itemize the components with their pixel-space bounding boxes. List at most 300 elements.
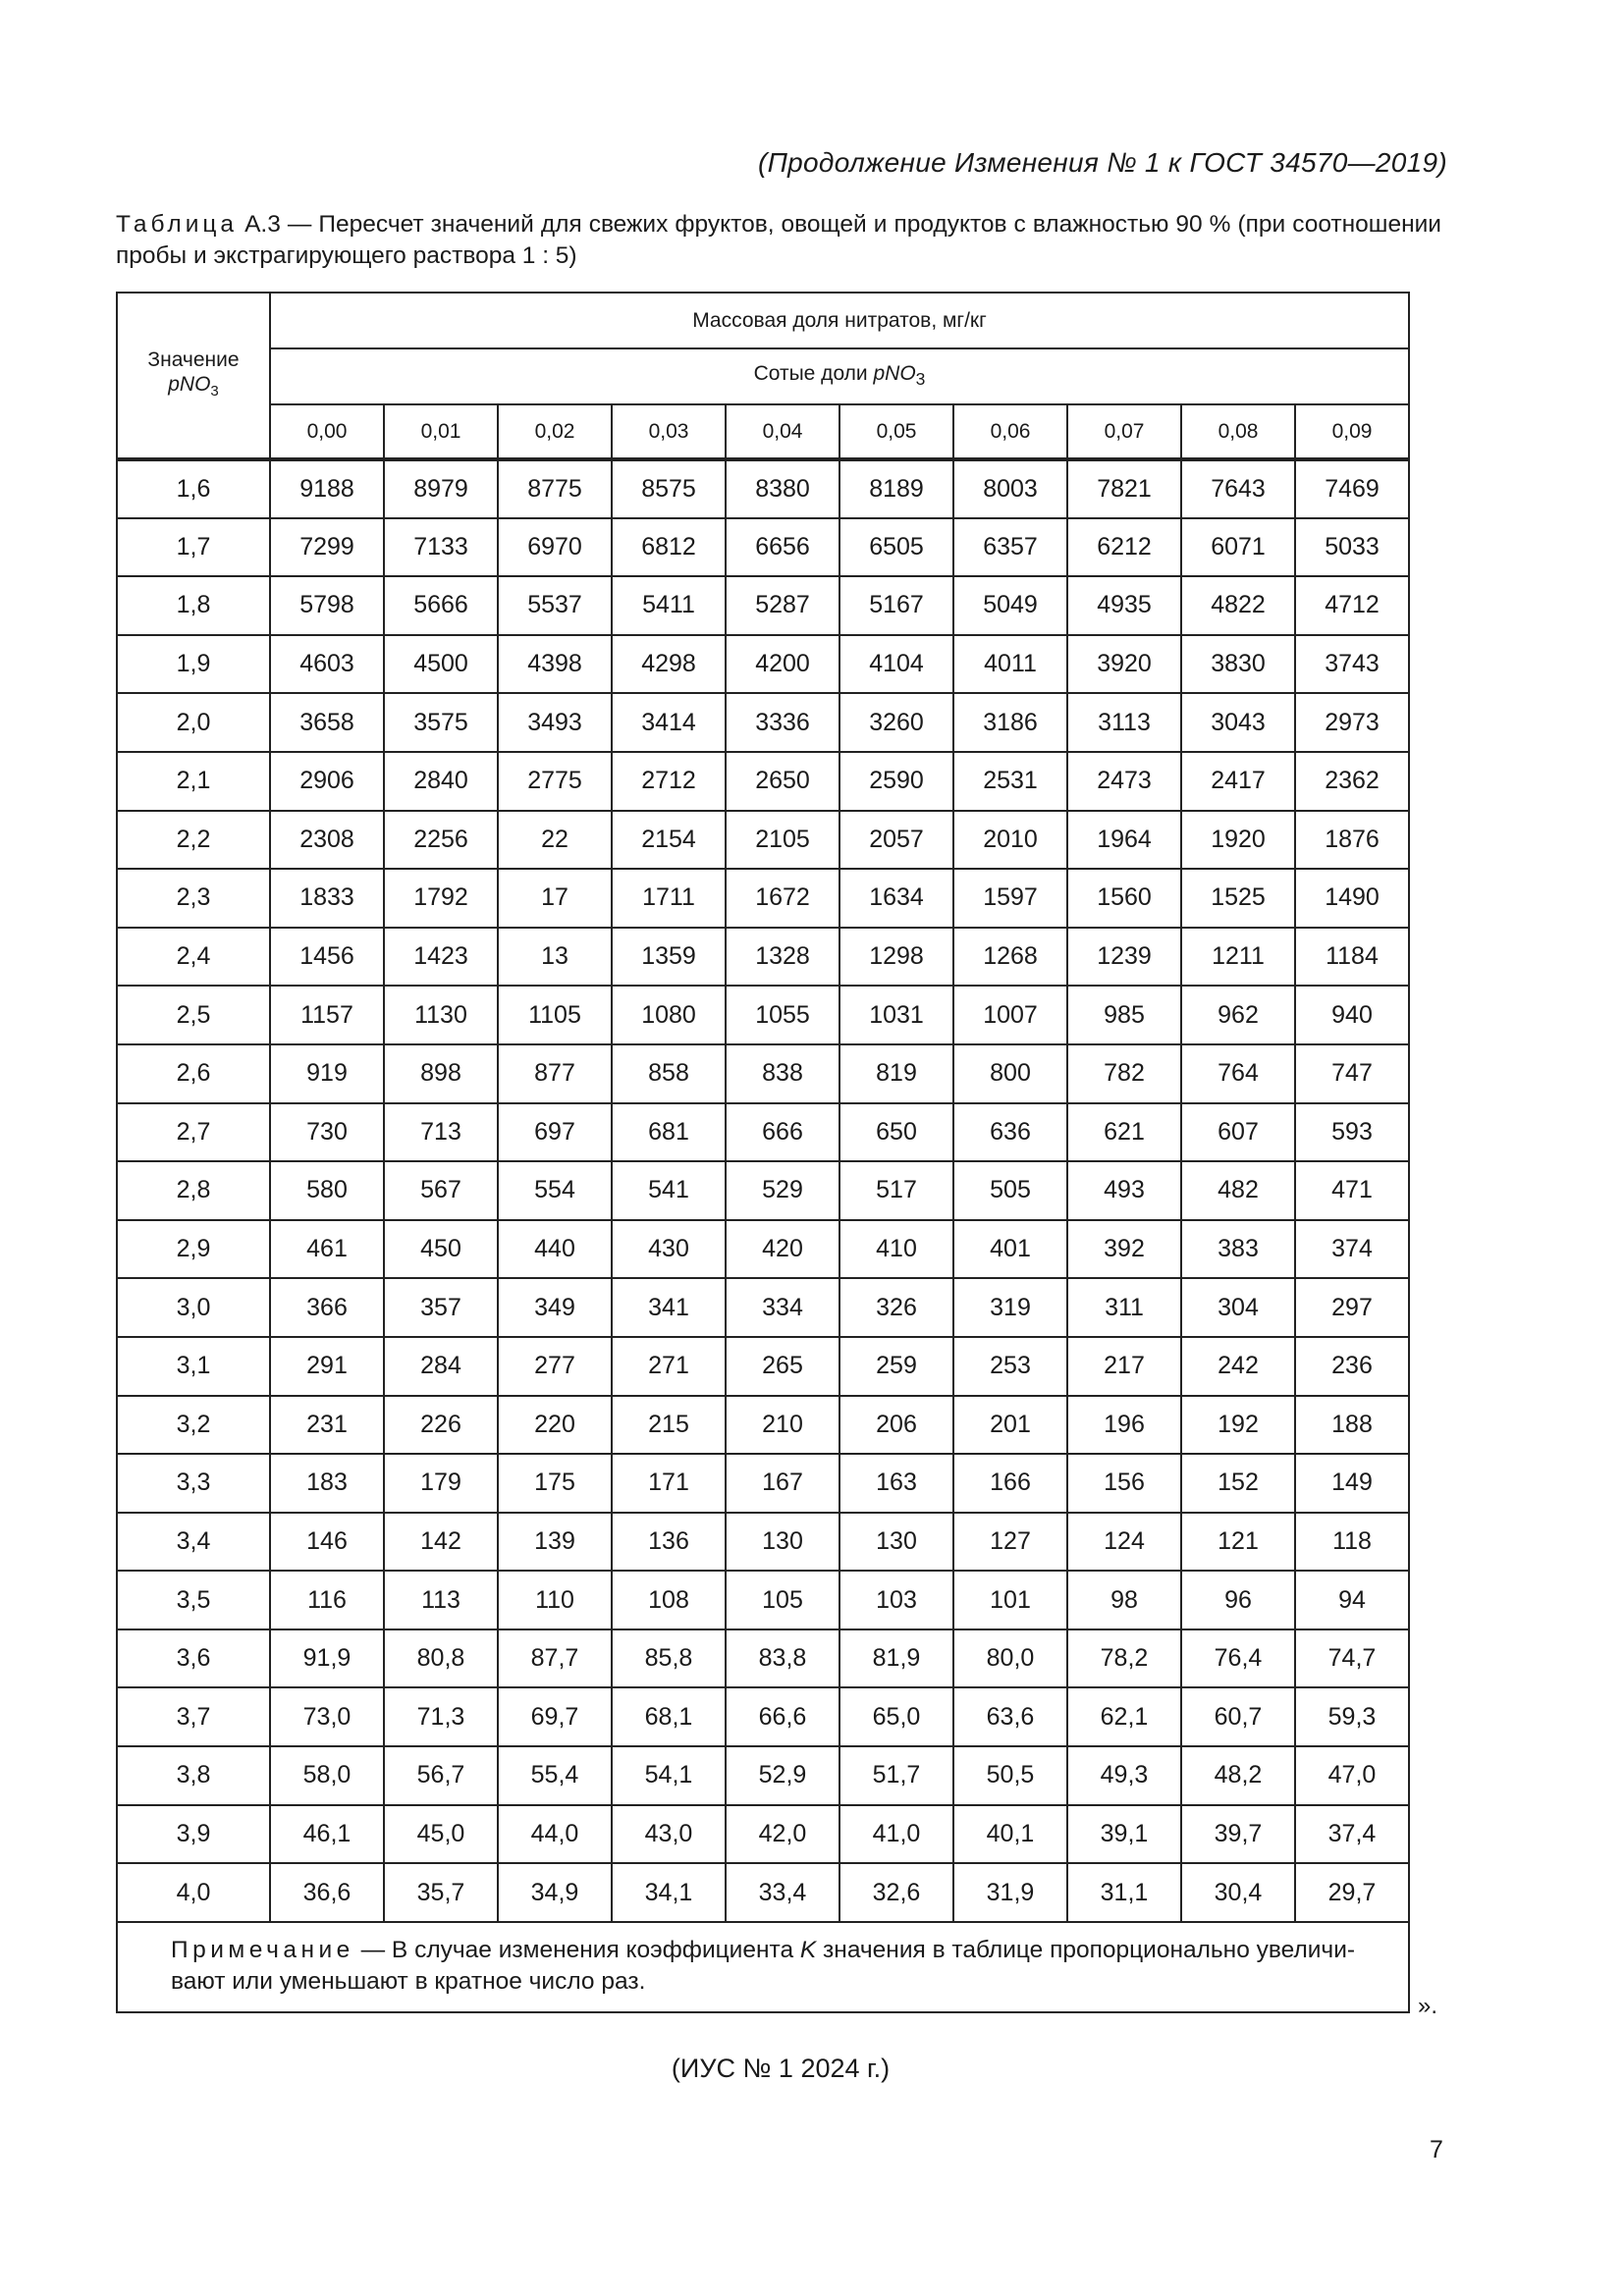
table-cell: 2362 (1295, 752, 1409, 811)
table-row (117, 459, 1409, 518)
caption-text: А.3 — Пересчет значений для свежих фруктов, овощей и продуктов с влажностью 90 % (при соотношении пробы и экстрагирующего раствора 1 : 5) (116, 211, 1441, 269)
table-cell: 1268 (953, 928, 1067, 987)
row-label: 1,9 (117, 635, 270, 694)
table-cell: 136 (612, 1513, 726, 1572)
row-label: 2,0 (117, 693, 270, 752)
table-cell: 8189 (839, 459, 953, 518)
table-cell: 80,0 (953, 1629, 1067, 1688)
table-cell: 517 (839, 1161, 953, 1220)
table-cell: 366 (270, 1278, 384, 1337)
table-cell: 3336 (726, 693, 839, 752)
table-row (117, 1337, 1409, 1396)
table-cell: 116 (270, 1571, 384, 1629)
row-header-var: pNO (168, 372, 211, 396)
row-label: 2,5 (117, 986, 270, 1044)
table-cell: 96 (1181, 1571, 1295, 1629)
table-cell: 69,7 (498, 1687, 612, 1746)
table-cell: 319 (953, 1278, 1067, 1337)
table-body (117, 459, 1409, 1922)
table-cell: 3414 (612, 693, 726, 752)
table-row (117, 1805, 1409, 1864)
table-cell: 6357 (953, 518, 1067, 577)
table-cell: 1711 (612, 869, 726, 928)
table-cell: 940 (1295, 986, 1409, 1044)
table-cell: 68,1 (612, 1687, 726, 1746)
table-row (117, 576, 1409, 635)
table-cell: 1634 (839, 869, 953, 928)
table-cell: 5049 (953, 576, 1067, 635)
row-label: 3,7 (117, 1687, 270, 1746)
note-text-before: — В случае изменения коэффициента (353, 1936, 800, 1963)
table-cell: 764 (1181, 1044, 1295, 1103)
table-cell: 253 (953, 1337, 1067, 1396)
table-cell: 2154 (612, 811, 726, 870)
page-header: (Продолжение Изменения № 1 к ГОСТ 34570—2019) (757, 147, 1447, 178)
table-cell: 55,4 (498, 1746, 612, 1805)
table-cell: 81,9 (839, 1629, 953, 1688)
table-cell: 127 (953, 1513, 1067, 1572)
table-cell: 541 (612, 1161, 726, 1220)
table-row (117, 1629, 1409, 1688)
table-cell: 179 (384, 1454, 498, 1513)
table-cell: 1031 (839, 986, 953, 1044)
table-cell: 1328 (726, 928, 839, 987)
table-cell: 8979 (384, 459, 498, 518)
table-cell: 357 (384, 1278, 498, 1337)
table-cell: 163 (839, 1454, 953, 1513)
table-cell: 146 (270, 1513, 384, 1572)
column-header: 0,09 (1295, 404, 1409, 459)
row-label: 3,8 (117, 1746, 270, 1805)
table-cell: 226 (384, 1396, 498, 1455)
table-cell: 6212 (1067, 518, 1181, 577)
table-cell: 697 (498, 1103, 612, 1162)
table-row (117, 1454, 1409, 1513)
table-cell: 8775 (498, 459, 612, 518)
table-cell: 858 (612, 1044, 726, 1103)
table-cell: 4712 (1295, 576, 1409, 635)
table-cell: 6812 (612, 518, 726, 577)
table-cell: 39,1 (1067, 1805, 1181, 1864)
row-label: 2,4 (117, 928, 270, 987)
row-label: 2,9 (117, 1220, 270, 1279)
table-cell: 713 (384, 1103, 498, 1162)
table-cell: 650 (839, 1103, 953, 1162)
table-cell: 341 (612, 1278, 726, 1337)
table-cell: 1792 (384, 869, 498, 928)
table-cell: 1184 (1295, 928, 1409, 987)
end-quote: ». (1418, 1993, 1438, 2019)
sub-header-sub: 3 (915, 369, 926, 390)
table-row (117, 869, 1409, 928)
table-row (117, 986, 1409, 1044)
table-cell: 962 (1181, 986, 1295, 1044)
table-cell: 6071 (1181, 518, 1295, 577)
table-cell: 349 (498, 1278, 612, 1337)
row-label: 3,9 (117, 1805, 270, 1864)
table-cell: 401 (953, 1220, 1067, 1279)
table-cell: 9188 (270, 459, 384, 518)
table-cell: 188 (1295, 1396, 1409, 1455)
row-label: 1,6 (117, 459, 270, 518)
column-header: 0,03 (612, 404, 726, 459)
row-label: 2,7 (117, 1103, 270, 1162)
table-cell: 2057 (839, 811, 953, 870)
table-cell: 45,0 (384, 1805, 498, 1864)
table-cell: 5666 (384, 576, 498, 635)
table-cell: 1239 (1067, 928, 1181, 987)
table-cell: 183 (270, 1454, 384, 1513)
table-cell: 192 (1181, 1396, 1295, 1455)
table-cell: 39,7 (1181, 1805, 1295, 1864)
table-cell: 2256 (384, 811, 498, 870)
table-cell: 440 (498, 1220, 612, 1279)
table-cell: 33,4 (726, 1863, 839, 1922)
table-cell: 51,7 (839, 1746, 953, 1805)
table-cell: 5537 (498, 576, 612, 635)
table-row (117, 1513, 1409, 1572)
table-cell: 59,3 (1295, 1687, 1409, 1746)
table-cell: 1964 (1067, 811, 1181, 870)
table-cell: 877 (498, 1044, 612, 1103)
table-row (117, 635, 1409, 694)
table-cell: 7821 (1067, 459, 1181, 518)
table-cell: 34,9 (498, 1863, 612, 1922)
table-cell: 54,1 (612, 1746, 726, 1805)
table-cell: 215 (612, 1396, 726, 1455)
table-cell: 1920 (1181, 811, 1295, 870)
table-cell: 175 (498, 1454, 612, 1513)
table-cell: 8380 (726, 459, 839, 518)
table-cell: 1560 (1067, 869, 1181, 928)
table-cell: 636 (953, 1103, 1067, 1162)
table-cell: 505 (953, 1161, 1067, 1220)
table-row (117, 518, 1409, 577)
note-prefix: Примечание (171, 1936, 354, 1963)
table-cell: 2650 (726, 752, 839, 811)
table-cell: 482 (1181, 1161, 1295, 1220)
group-header: Массовая доля нитратов, мг/кг (270, 293, 1409, 348)
row-label: 1,8 (117, 576, 270, 635)
table-cell: 171 (612, 1454, 726, 1513)
table-cell: 4011 (953, 635, 1067, 694)
table-row (117, 1044, 1409, 1103)
table-cell: 1833 (270, 869, 384, 928)
table-cell: 2417 (1181, 752, 1295, 811)
table-cell: 52,9 (726, 1746, 839, 1805)
table-cell: 2775 (498, 752, 612, 811)
row-label: 3,5 (117, 1571, 270, 1629)
row-header-cell (117, 293, 270, 459)
table-cell: 5167 (839, 576, 953, 635)
table-cell: 73,0 (270, 1687, 384, 1746)
table-cell: 3260 (839, 693, 953, 752)
table-cell: 4398 (498, 635, 612, 694)
table-cell: 259 (839, 1337, 953, 1396)
table-cell: 430 (612, 1220, 726, 1279)
row-label: 3,4 (117, 1513, 270, 1572)
table-cell: 217 (1067, 1337, 1181, 1396)
table-cell: 42,0 (726, 1805, 839, 1864)
table-cell: 1359 (612, 928, 726, 987)
table-cell: 800 (953, 1044, 1067, 1103)
table-cell: 6656 (726, 518, 839, 577)
table-cell: 265 (726, 1337, 839, 1396)
table-cell: 838 (726, 1044, 839, 1103)
table-cell: 271 (612, 1337, 726, 1396)
table-cell: 210 (726, 1396, 839, 1455)
conversion-table (116, 292, 1410, 2013)
table-cell: 1130 (384, 986, 498, 1044)
table-cell: 62,1 (1067, 1687, 1181, 1746)
table-cell: 13 (498, 928, 612, 987)
table-cell: 277 (498, 1337, 612, 1396)
table-cell: 34,1 (612, 1863, 726, 1922)
table-cell: 666 (726, 1103, 839, 1162)
table-cell: 43,0 (612, 1805, 726, 1864)
table-cell: 297 (1295, 1278, 1409, 1337)
row-header-sub: 3 (210, 383, 219, 400)
table-cell: 2712 (612, 752, 726, 811)
table-cell: 554 (498, 1161, 612, 1220)
table-cell: 2906 (270, 752, 384, 811)
table-cell: 36,6 (270, 1863, 384, 1922)
table-cell: 529 (726, 1161, 839, 1220)
table-cell: 471 (1295, 1161, 1409, 1220)
table-cell: 17 (498, 869, 612, 928)
table-cell: 2473 (1067, 752, 1181, 811)
page-number: 7 (1430, 2136, 1443, 2163)
table-cell: 2973 (1295, 693, 1409, 752)
row-label: 3,6 (117, 1629, 270, 1688)
table-cell: 105 (726, 1571, 839, 1629)
table-cell: 46,1 (270, 1805, 384, 1864)
table-cell: 5411 (612, 576, 726, 635)
table-cell: 65,0 (839, 1687, 953, 1746)
table-cell: 124 (1067, 1513, 1181, 1572)
table-cell: 919 (270, 1044, 384, 1103)
table-cell: 152 (1181, 1454, 1295, 1513)
table-cell: 2840 (384, 752, 498, 811)
table-cell: 898 (384, 1044, 498, 1103)
caption-prefix: Таблица (116, 211, 239, 238)
table-cell: 41,0 (839, 1805, 953, 1864)
table-cell: 31,1 (1067, 1863, 1181, 1922)
table-cell: 30,4 (1181, 1863, 1295, 1922)
table-cell: 1007 (953, 986, 1067, 1044)
table-row (117, 1687, 1409, 1746)
table-cell: 4603 (270, 635, 384, 694)
table-cell: 1055 (726, 986, 839, 1044)
table-cell: 31,9 (953, 1863, 1067, 1922)
table-cell: 71,3 (384, 1687, 498, 1746)
table-cell: 101 (953, 1571, 1067, 1629)
row-label: 1,7 (117, 518, 270, 577)
table-cell: 410 (839, 1220, 953, 1279)
table-cell: 607 (1181, 1103, 1295, 1162)
table-cell: 56,7 (384, 1746, 498, 1805)
table-row (117, 1571, 1409, 1629)
row-label: 2,6 (117, 1044, 270, 1103)
table-cell: 1080 (612, 986, 726, 1044)
table-cell: 74,7 (1295, 1629, 1409, 1688)
table-cell: 782 (1067, 1044, 1181, 1103)
row-label: 3,1 (117, 1337, 270, 1396)
table-cell: 2590 (839, 752, 953, 811)
table-cell: 3830 (1181, 635, 1295, 694)
table-cell: 1211 (1181, 928, 1295, 987)
table-cell: 40,1 (953, 1805, 1067, 1864)
table-cell: 6970 (498, 518, 612, 577)
column-header-row (117, 404, 1409, 459)
table-cell: 1298 (839, 928, 953, 987)
table-cell: 3575 (384, 693, 498, 752)
table-cell: 5033 (1295, 518, 1409, 577)
table-note (117, 1922, 1409, 2012)
row-label: 3,2 (117, 1396, 270, 1455)
table-cell: 593 (1295, 1103, 1409, 1162)
table-cell: 3920 (1067, 635, 1181, 694)
table-cell: 60,7 (1181, 1687, 1295, 1746)
table-cell: 121 (1181, 1513, 1295, 1572)
sub-header-text: Сотые доли (753, 362, 874, 386)
table-cell: 87,7 (498, 1629, 612, 1688)
column-header: 0,07 (1067, 404, 1181, 459)
row-label: 4,0 (117, 1863, 270, 1922)
table-cell: 1423 (384, 928, 498, 987)
table-cell: 985 (1067, 986, 1181, 1044)
row-label: 2,3 (117, 869, 270, 928)
table-row (117, 1103, 1409, 1162)
table-cell: 231 (270, 1396, 384, 1455)
table-cell: 49,3 (1067, 1746, 1181, 1805)
column-header: 0,02 (498, 404, 612, 459)
table-cell: 44,0 (498, 1805, 612, 1864)
column-header: 0,08 (1181, 404, 1295, 459)
table-cell: 7133 (384, 518, 498, 577)
table-cell: 142 (384, 1513, 498, 1572)
table-cell: 450 (384, 1220, 498, 1279)
table-cell: 50,5 (953, 1746, 1067, 1805)
table-cell: 94 (1295, 1571, 1409, 1629)
row-label: 2,1 (117, 752, 270, 811)
table-cell: 461 (270, 1220, 384, 1279)
table-cell: 4822 (1181, 576, 1295, 635)
table-cell: 3658 (270, 693, 384, 752)
table-cell: 85,8 (612, 1629, 726, 1688)
table-cell: 5798 (270, 576, 384, 635)
table-cell: 201 (953, 1396, 1067, 1455)
table-row (117, 693, 1409, 752)
table-cell: 196 (1067, 1396, 1181, 1455)
table-cell: 284 (384, 1337, 498, 1396)
table-cell: 103 (839, 1571, 953, 1629)
table-cell: 580 (270, 1161, 384, 1220)
column-header: 0,00 (270, 404, 384, 459)
column-header: 0,05 (839, 404, 953, 459)
table-container (116, 292, 1410, 2013)
table-cell: 220 (498, 1396, 612, 1455)
column-header: 0,06 (953, 404, 1067, 459)
table-cell: 1876 (1295, 811, 1409, 870)
table-cell: 1672 (726, 869, 839, 928)
table-row (117, 1220, 1409, 1279)
table-cell: 2105 (726, 811, 839, 870)
table-cell: 5287 (726, 576, 839, 635)
table-cell: 747 (1295, 1044, 1409, 1103)
table-cell: 1456 (270, 928, 384, 987)
table-cell: 156 (1067, 1454, 1181, 1513)
table-cell: 58,0 (270, 1746, 384, 1805)
table-cell: 4298 (612, 635, 726, 694)
table-cell: 2308 (270, 811, 384, 870)
sub-header-var: pNO (873, 362, 916, 386)
table-cell: 3493 (498, 693, 612, 752)
ius-reference: (ИУС № 1 2024 г.) (671, 2054, 891, 2083)
note-var: K (799, 1936, 817, 1963)
table-cell: 37,4 (1295, 1805, 1409, 1864)
table-cell: 1490 (1295, 869, 1409, 928)
table-cell: 3743 (1295, 635, 1409, 694)
table-cell: 32,6 (839, 1863, 953, 1922)
row-label: 3,3 (117, 1454, 270, 1513)
table-cell: 1597 (953, 869, 1067, 928)
table-row (117, 811, 1409, 870)
row-label: 3,0 (117, 1278, 270, 1337)
table-cell: 383 (1181, 1220, 1295, 1279)
table-cell: 63,6 (953, 1687, 1067, 1746)
table-cell: 8575 (612, 459, 726, 518)
table-cell: 29,7 (1295, 1863, 1409, 1922)
table-cell: 291 (270, 1337, 384, 1396)
table-row (117, 1746, 1409, 1805)
table-cell: 130 (726, 1513, 839, 1572)
table-cell: 22 (498, 811, 612, 870)
table-cell: 113 (384, 1571, 498, 1629)
table-cell: 76,4 (1181, 1629, 1295, 1688)
table-cell: 7469 (1295, 459, 1409, 518)
table-row (117, 1161, 1409, 1220)
table-cell: 4935 (1067, 576, 1181, 635)
table-cell: 1525 (1181, 869, 1295, 928)
table-cell: 80,8 (384, 1629, 498, 1688)
table-cell: 110 (498, 1571, 612, 1629)
table-cell: 83,8 (726, 1629, 839, 1688)
table-cell: 166 (953, 1454, 1067, 1513)
table-cell: 4200 (726, 635, 839, 694)
table-cell: 91,9 (270, 1629, 384, 1688)
table-cell: 48,2 (1181, 1746, 1295, 1805)
table-row (117, 752, 1409, 811)
table-cell: 621 (1067, 1103, 1181, 1162)
table-cell: 334 (726, 1278, 839, 1337)
table-row (117, 1278, 1409, 1337)
table-cell: 7643 (1181, 459, 1295, 518)
table-cell: 1157 (270, 986, 384, 1044)
table-cell: 7299 (270, 518, 384, 577)
table-cell: 206 (839, 1396, 953, 1455)
table-cell: 78,2 (1067, 1629, 1181, 1688)
table-cell: 66,6 (726, 1687, 839, 1746)
table-cell: 4500 (384, 635, 498, 694)
table-cell: 681 (612, 1103, 726, 1162)
table-cell: 6505 (839, 518, 953, 577)
table-cell: 819 (839, 1044, 953, 1103)
table-cell: 3113 (1067, 693, 1181, 752)
table-row (117, 1863, 1409, 1922)
table-cell: 304 (1181, 1278, 1295, 1337)
table-cell: 242 (1181, 1337, 1295, 1396)
